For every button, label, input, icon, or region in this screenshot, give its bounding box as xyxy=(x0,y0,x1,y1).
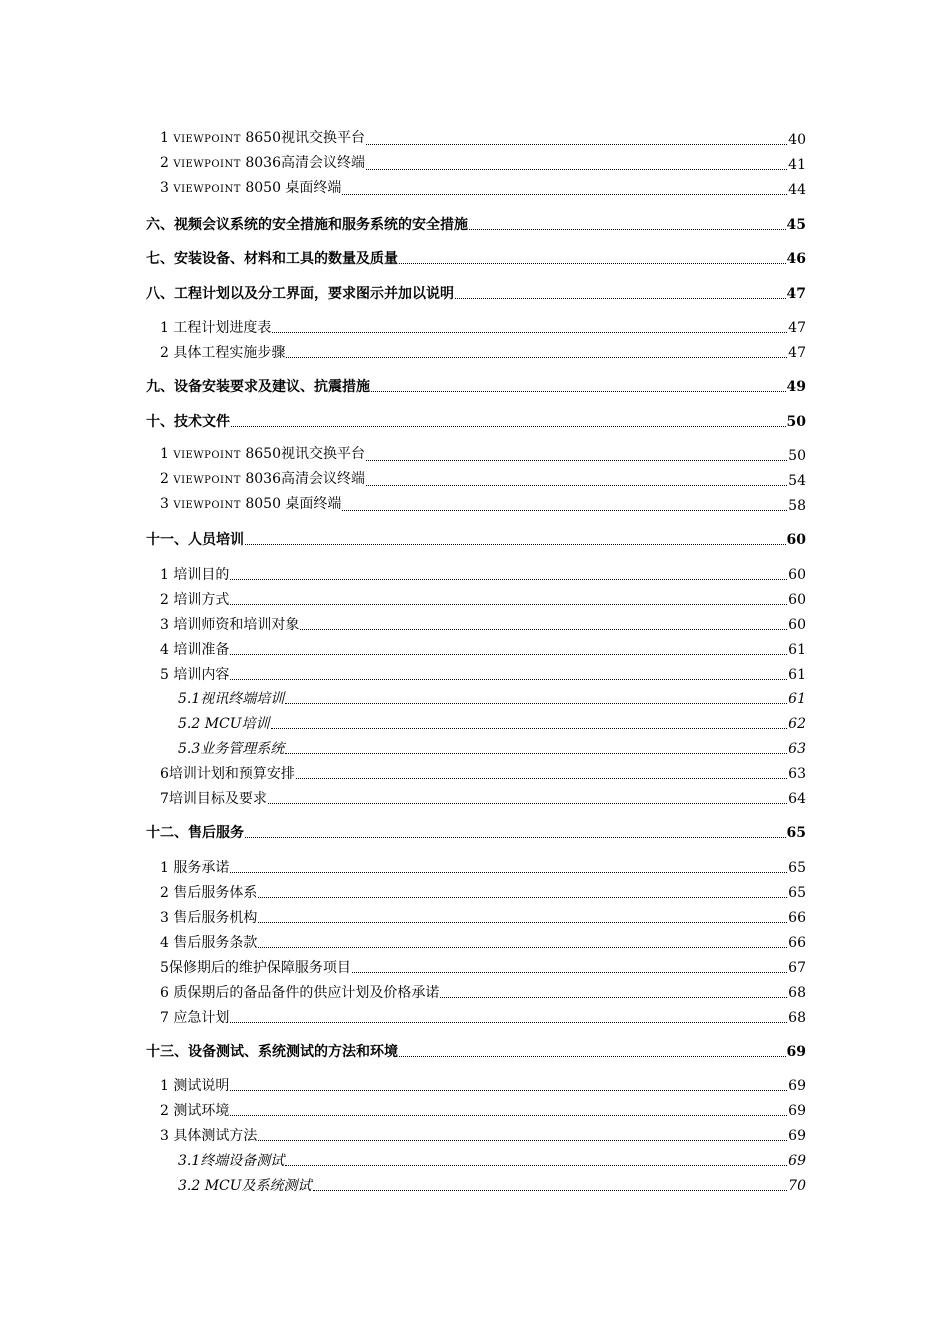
toc-entry-title: 3 培训师资和培训对象 xyxy=(160,617,300,633)
dot-leader xyxy=(230,1022,787,1023)
toc-page-number: 62 xyxy=(788,716,806,732)
toc-section-entry[interactable] xyxy=(160,980,806,1002)
dot-leader xyxy=(258,897,787,898)
toc-entry-title: 六、视频会议系统的安全措施和服务系统的安全措施 xyxy=(146,217,468,233)
toc-section-entry[interactable] xyxy=(160,1073,806,1095)
toc-chapter-entry[interactable] xyxy=(146,374,806,396)
toc-entry-title: 十一、人员培训 xyxy=(146,532,244,548)
toc-entry-title: 6培训计划和预算安排 xyxy=(160,766,295,782)
toc-section-entry[interactable] xyxy=(160,177,806,199)
toc-entry-title: 4 售后服务条款 xyxy=(160,935,258,951)
toc-entry-title: 3 VIEWPOINT 8050 桌面终端 xyxy=(160,496,342,512)
toc-page-number: 68 xyxy=(788,985,806,1001)
dot-leader xyxy=(245,837,786,838)
toc-page-number: 50 xyxy=(788,448,806,464)
toc-page-number: 65 xyxy=(788,885,806,901)
dot-leader xyxy=(296,778,787,779)
dot-leader xyxy=(230,872,787,873)
toc-entry-title: 3.2 MCU及系统测试 xyxy=(178,1178,312,1194)
toc-entry-title: 4 培训准备 xyxy=(160,642,230,658)
dot-leader xyxy=(313,1190,788,1191)
toc-page-number: 60 xyxy=(788,617,806,633)
dot-leader xyxy=(245,544,786,545)
toc-section-entry[interactable] xyxy=(160,880,806,902)
dot-leader xyxy=(352,972,787,973)
toc-page-number: 47 xyxy=(788,345,806,361)
dot-leader xyxy=(286,357,787,358)
dot-leader xyxy=(230,579,787,580)
toc-entry-title: 十二、售后服务 xyxy=(146,825,244,841)
toc-entry-title: 八、工程计划以及分工界面，要求图示并加以说明 xyxy=(146,286,454,302)
dot-leader xyxy=(342,194,787,195)
dot-leader xyxy=(230,679,787,680)
toc-page-number: 65 xyxy=(786,825,806,841)
toc-page-number: 63 xyxy=(788,741,806,757)
toc-entry-title: 2 具体工程实施步骤 xyxy=(160,345,286,361)
toc-chapter-entry[interactable] xyxy=(146,527,806,549)
dot-leader xyxy=(231,426,786,427)
dot-leader xyxy=(268,803,787,804)
dot-leader xyxy=(366,460,787,461)
toc-entry-title: 5.1视讯终端培训 xyxy=(178,691,285,707)
toc-section-entry[interactable] xyxy=(160,587,806,609)
dot-leader xyxy=(258,1140,787,1141)
dot-leader xyxy=(300,629,787,630)
toc-page-number: 60 xyxy=(788,592,806,608)
dot-leader xyxy=(285,703,787,704)
toc-chapter-entry[interactable] xyxy=(146,246,806,268)
toc-entry-title: 7 应急计划 xyxy=(160,1010,230,1026)
toc-page-number: 69 xyxy=(788,1103,806,1119)
dot-leader xyxy=(455,298,786,299)
toc-entry-title: 九、设备安装要求及建议、抗震措施 xyxy=(146,379,370,395)
toc-entry-title: 5 培训内容 xyxy=(160,667,230,683)
toc-entry-title: 2 VIEWPOINT 8036高清会议终端 xyxy=(160,471,365,487)
dot-leader xyxy=(285,1165,787,1166)
toc-entry-title: 1 VIEWPOINT 8650视讯交换平台 xyxy=(160,446,365,462)
dot-leader xyxy=(366,485,787,486)
toc-page-number: 60 xyxy=(788,567,806,583)
toc-entry-title: 5保修期后的维护保障服务项目 xyxy=(160,960,351,976)
toc-page-number: 69 xyxy=(788,1153,806,1169)
toc-section-entry[interactable] xyxy=(160,152,806,174)
dot-leader xyxy=(399,1056,786,1057)
toc-entry-title: 3.1终端设备测试 xyxy=(178,1153,285,1169)
dot-leader xyxy=(230,1115,787,1116)
toc-entry-title: 十、技术文件 xyxy=(146,414,230,430)
toc-chapter-entry[interactable] xyxy=(146,281,806,303)
toc-entry-title: 5.2 MCU培训 xyxy=(178,716,270,732)
toc-subsection-entry[interactable] xyxy=(178,1173,806,1195)
toc-page-number: 66 xyxy=(788,935,806,951)
toc-subsection-entry[interactable] xyxy=(178,686,806,708)
toc-entry-title: 5.3业务管理系统 xyxy=(178,741,285,757)
toc-section-entry[interactable] xyxy=(160,905,806,927)
toc-page-number: 69 xyxy=(788,1128,806,1144)
toc-page-number: 69 xyxy=(788,1078,806,1094)
toc-section-entry[interactable] xyxy=(160,955,806,977)
dot-leader xyxy=(366,144,787,145)
toc-page-number: 54 xyxy=(788,473,806,489)
toc-page-number: 70 xyxy=(788,1178,806,1194)
dot-leader xyxy=(272,332,787,333)
toc-page-number: 49 xyxy=(786,379,806,395)
dot-leader xyxy=(285,753,787,754)
toc-page-number: 50 xyxy=(786,414,806,430)
toc-entry-title: 7培训目标及要求 xyxy=(160,791,267,807)
toc-page-number: 61 xyxy=(788,691,806,707)
toc-entry-title: 1 VIEWPOINT 8650视讯交换平台 xyxy=(160,130,365,146)
toc-page-number: 58 xyxy=(788,498,806,514)
toc-subsection-entry[interactable] xyxy=(178,711,806,733)
toc-section-entry[interactable] xyxy=(160,930,806,952)
dot-leader xyxy=(469,229,786,230)
toc-section-entry[interactable] xyxy=(160,493,806,515)
toc-section-entry[interactable] xyxy=(160,127,806,149)
dot-leader xyxy=(230,654,787,655)
toc-section-entry[interactable] xyxy=(160,612,806,634)
toc-page-number: 69 xyxy=(786,1044,806,1060)
toc-chapter-entry[interactable] xyxy=(146,212,806,234)
toc-page-number: 40 xyxy=(788,132,806,148)
toc-page-number: 61 xyxy=(788,642,806,658)
toc-section-entry[interactable] xyxy=(160,468,806,490)
toc-page-number: 68 xyxy=(788,1010,806,1026)
toc-section-entry[interactable] xyxy=(160,786,806,808)
toc-entry-title: 1 培训目的 xyxy=(160,567,230,583)
toc-section-entry[interactable] xyxy=(160,662,806,684)
toc-page-number: 66 xyxy=(788,910,806,926)
toc-entry-title: 6 质保期后的备品备件的供应计划及价格承诺 xyxy=(160,985,440,1001)
toc-section-entry[interactable] xyxy=(160,637,806,659)
toc-section-entry[interactable] xyxy=(160,443,806,465)
toc-section-entry[interactable] xyxy=(160,340,806,362)
toc-entry-title: 1 工程计划进度表 xyxy=(160,320,272,336)
toc-section-entry[interactable] xyxy=(160,1005,806,1027)
toc-entry-title: 1 服务承诺 xyxy=(160,860,230,876)
toc-page-number: 60 xyxy=(786,532,806,548)
toc-section-entry[interactable] xyxy=(160,855,806,877)
toc-page-number: 65 xyxy=(788,860,806,876)
toc-entry-title: 3 具体测试方法 xyxy=(160,1128,258,1144)
toc-entry-title: 3 售后服务机构 xyxy=(160,910,258,926)
toc-page-number: 67 xyxy=(788,960,806,976)
toc-entry-title: 2 VIEWPOINT 8036高清会议终端 xyxy=(160,155,365,171)
dot-leader xyxy=(366,169,787,170)
dot-leader xyxy=(230,1090,787,1091)
toc-entry-title: 1 测试说明 xyxy=(160,1078,230,1094)
toc-page-number: 47 xyxy=(786,286,806,302)
toc-entry-title: 2 测试环境 xyxy=(160,1103,230,1119)
dot-leader xyxy=(230,604,787,605)
dot-leader xyxy=(271,728,788,729)
toc-entry-title: 2 培训方式 xyxy=(160,592,230,608)
dot-leader xyxy=(258,947,787,948)
toc-page-number: 44 xyxy=(788,182,806,198)
toc-page-number: 47 xyxy=(788,320,806,336)
dot-leader xyxy=(342,510,787,511)
toc-entry-title: 七、安装设备、材料和工具的数量及质量 xyxy=(146,251,398,267)
toc-section-entry[interactable] xyxy=(160,562,806,584)
toc-subsection-entry[interactable] xyxy=(178,736,806,758)
dot-leader xyxy=(399,263,786,264)
toc-page-number: 61 xyxy=(788,667,806,683)
toc-chapter-entry[interactable] xyxy=(146,1039,806,1061)
toc-entry-title: 十三、设备测试、系统测试的方法和环境 xyxy=(146,1044,398,1060)
toc-section-entry[interactable] xyxy=(160,761,806,783)
dot-leader xyxy=(371,391,786,392)
toc-chapter-entry[interactable] xyxy=(146,409,806,431)
toc-page-number: 46 xyxy=(786,251,806,267)
toc-page-number: 64 xyxy=(788,791,806,807)
toc-page-number: 41 xyxy=(788,157,806,173)
toc-section-entry[interactable] xyxy=(160,1123,806,1145)
toc-section-entry[interactable] xyxy=(160,315,806,337)
toc-page-number: 45 xyxy=(786,217,806,233)
toc-section-entry[interactable] xyxy=(160,1098,806,1120)
toc-page-number: 63 xyxy=(788,766,806,782)
toc-entry-title: 3 VIEWPOINT 8050 桌面终端 xyxy=(160,180,342,196)
toc-subsection-entry[interactable] xyxy=(178,1148,806,1170)
dot-leader xyxy=(258,922,787,923)
toc-entry-title: 2 售后服务体系 xyxy=(160,885,258,901)
dot-leader xyxy=(440,997,787,998)
toc-chapter-entry[interactable] xyxy=(146,820,806,842)
